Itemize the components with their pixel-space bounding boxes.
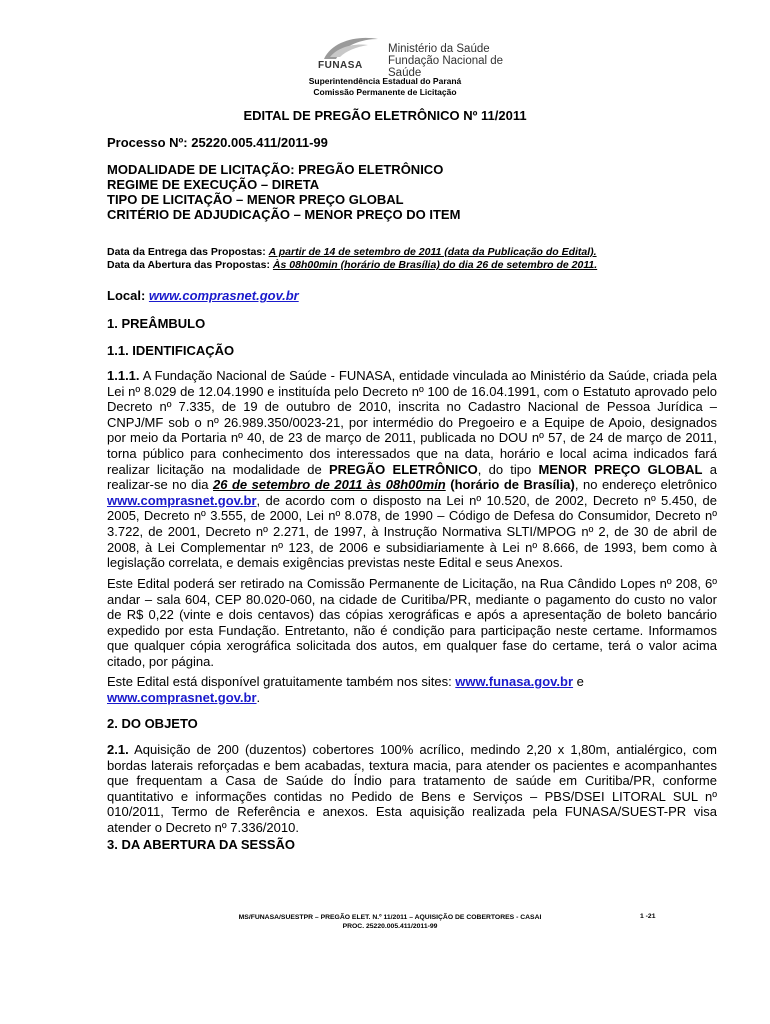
office-line-1: Superintendência Estadual do Paraná: [308, 76, 462, 86]
p21-text: Aquisição de 200 (duzentos) cobertores 100% acrílico, medindo 2,20 x 1,80m, antialérgico, com bordas laterais reforçadas e bem acabadas, textura macia, para atender os pacientes e acompanhantes que frequentam a Casa de Saúde do Índio para tratamento de saúde em Curitiba/PR, conforme quantitativo e informações contidas no Pedido de Bens e Serviços – PBS/DSEI LITORAL SUL nº 010/2011, Termo de Referência e anexos. Esta aquisição realizada pela FUNASA/SUEST-PR visa atender o Decreto nº 7.336/2010.: [107, 742, 717, 835]
p111-text-4: , no endereço eletrônico: [574, 477, 718, 493]
p111-text-2: , do tipo: [477, 461, 539, 477]
entrega-line: Data da Entrega das Propostas: A partir de 14 de setembro de 2011 (data da Publicação do Edital).: [107, 246, 597, 258]
ministry-line-1: Ministério da Saúde: [388, 43, 490, 55]
entrega-value: A partir de 14 de setembro de 2011 (data da Publicação do Edital).: [268, 246, 597, 258]
paragraph-2-1: [107, 742, 717, 836]
p111-tipo: MENOR PREÇO GLOBAL: [538, 461, 703, 477]
criterio-line: CRITÉRIO DE ADJUDICAÇÃO – MENOR PREÇO DO ITEM: [107, 207, 461, 222]
office-line-2: Comissão Permanente de Licitação: [313, 87, 457, 97]
section-objeto: 2. DO OBJETO: [107, 716, 198, 731]
paragraph-number: 1.1.1.: [107, 368, 140, 383]
p111-modalidade: PREGÃO ELETRÔNICO: [328, 461, 478, 477]
regime-line: REGIME DE EXECUÇÃO – DIRETA: [107, 177, 320, 192]
p111-date: 26 de setembro de 2011 às 08h00min: [213, 477, 446, 493]
p111-horario: (horário de Brasília): [445, 477, 575, 493]
paragraph-number-2-1: 2.1.: [107, 742, 129, 757]
local-label: Local: [107, 288, 141, 303]
paragraph-1-1-1: [107, 368, 717, 571]
comprasnet-link[interactable]: www.comprasnet.gov.br: [148, 288, 299, 303]
sites-text: Este Edital está disponível gratuitamente também nos sites:: [107, 674, 456, 689]
ministry-name: [388, 43, 518, 79]
tipo-line: TIPO DE LICITAÇÃO – MENOR PREÇO GLOBAL: [107, 192, 404, 207]
p111-text-5: , de acordo com o disposto na Lei nº 10.520, de 2002, Decreto nº 5.450, de 2005, Decreto nº 3.555, de 2000, Lei nº 8.078, de 1990 – Código de Defesa do Consumidor, Decreto nº 3.722, de 2001, Decreto nº 2.271, de 1997, à Instrução Normativa SLTI/MPOG nº 2, de 30 de abril de 2008, à Lei Complementar nº 123, de 2006 e subsidiariamente à Lei nº 8.666, de 1993, bem como à legislação correlata, e demais exigências previstas neste Edital e seus Anexos.: [107, 492, 717, 571]
abertura-value: Às 08h00min (horário de Brasília) do dia 26 de setembro de 2011.: [272, 259, 598, 271]
footer-line-1: MS/FUNASA/SUESTPR – PREGÃO ELET. N.º 11/2011 – AQUISIÇÃO DE COBERTORES - CASAI: [238, 914, 542, 921]
abertura-label: Data da Abertura das Propostas: [107, 259, 267, 271]
ministry-line-2: Fundação Nacional de Saúde: [388, 55, 504, 79]
processo-number: Processo Nº: 25220.005.411/2011-99: [107, 135, 328, 150]
comprasnet-link-inline[interactable]: www.comprasnet.gov.br: [107, 492, 257, 508]
p111-text-3: a realizar-se no dia: [107, 461, 717, 493]
funasa-link[interactable]: www.funasa.gov.br: [455, 674, 574, 689]
page-number: 1 -21: [640, 913, 656, 920]
modalidade-block: [107, 162, 717, 222]
office-heading: [0, 76, 770, 98]
sites-and: e: [573, 674, 584, 689]
footer-reference: [210, 913, 570, 931]
dates-block: [107, 246, 717, 272]
section-abertura: 3. DA ABERTURA DA SESSÃO: [107, 837, 296, 852]
funasa-logo: [318, 33, 518, 77]
logo-wordmark: FUNASA: [318, 60, 363, 71]
sites-period: .: [256, 689, 261, 705]
modalidade-line: MODALIDADE DE LICITAÇÃO: PREGÃO ELETRÔNICO: [107, 162, 444, 177]
comprasnet-link-sites[interactable]: www.comprasnet.gov.br: [107, 689, 257, 705]
abertura-line: Data da Abertura das Propostas: Às 08h00min (horário de Brasília) do dia 26 de setembro de 2011.: [107, 259, 598, 271]
paragraph-retirada: Este Edital poderá ser retirado na Comissão Permanente de Licitação, na Rua Cândido Lopes nº 208, 6º andar – sala 604, CEP 80.020-060, na cidade de Curitiba/PR, mediante o pagamento do custo no valor de R$ 0,22 (vinte e dois centavos) das cópias xerográficas e após a apresentação de boleto bancário expedido por esta Fundação. Entretanto, não é condição para participação neste certame. Informamos que qualquer cópia xerográfica solicitada dos autos, em qualquer fase do certame, terá o valor acima citado, por página.: [107, 576, 717, 669]
section-preambulo: 1. PREÂMBULO: [107, 316, 206, 331]
local-line: Local: www.comprasnet.gov.br: [107, 288, 299, 303]
section-identificacao: 1.1. IDENTIFICAÇÃO: [107, 343, 235, 358]
paragraph-sites: [107, 674, 717, 705]
document-title: EDITAL DE PREGÃO ELETRÔNICO Nº 11/2011: [243, 108, 527, 123]
p111-text-1: A Fundação Nacional de Saúde - FUNASA, entidade vinculada ao Ministério da Saúde, criada pela Lei nº 8.029 de 12.04.1990 e instituída pelo Decreto nº 100 de 16.04.1991, com o Estatuto aprovado pelo Decreto nº 7.335, de 19 de outubro de 2010, inscrita no Cadastro Nacional de Pessoa Jurídica – CNPJ/MF sob o nº 26.989.350/0023-21, por intermédio do Pregoeiro e a Equipe de Apoio, designados por meio da Portaria nº 40, de 23 de março de 2011, publicada no DOU nº 57, de 24 de março de 2011, torna público para conhecimento dos interessados que na data, horário e local acima indicados fará realizar licitação na modalidade de: [107, 368, 717, 477]
entrega-label: Data da Entrega das Propostas: [107, 246, 263, 258]
footer-line-2: PROC. 25220.005.411/2011-99: [342, 923, 438, 930]
